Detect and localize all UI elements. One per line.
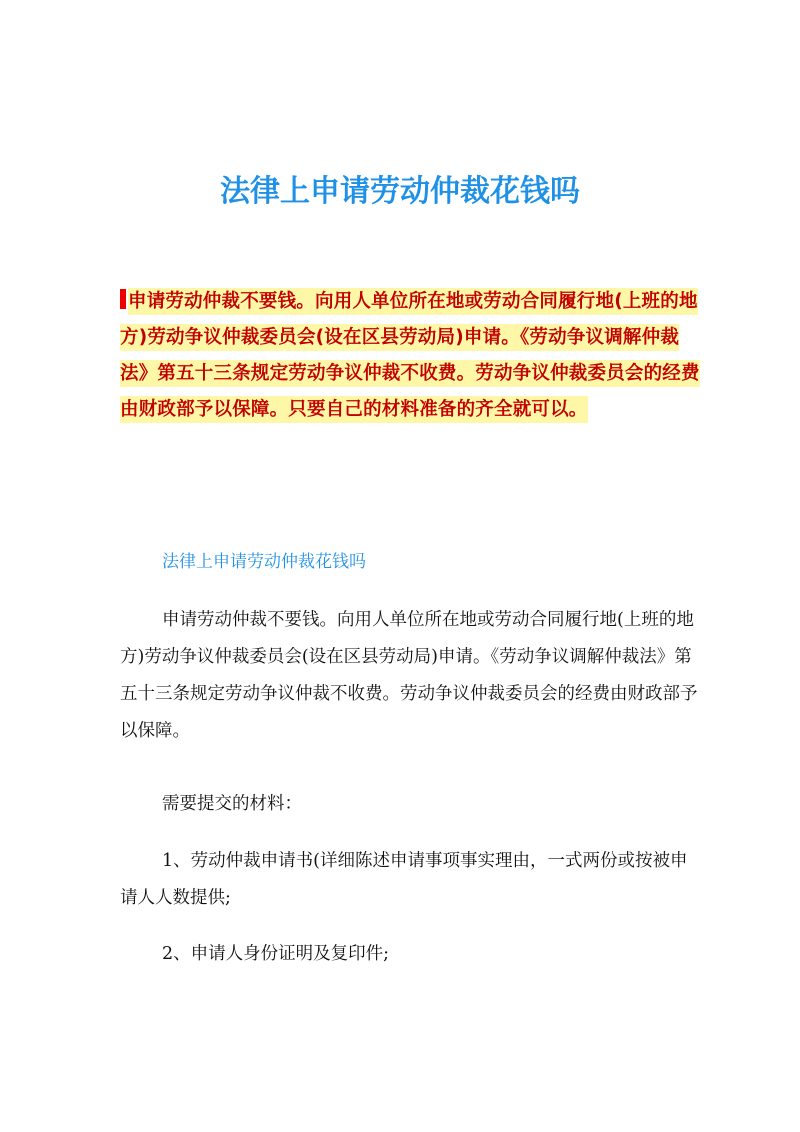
section-heading: 法律上申请劳动仲裁花钱吗 [162, 552, 366, 572]
summary-text: 申请劳动仲裁不要钱。向用人单位所在地或劳动合同履行地(上班的地方)劳动争议仲裁委员会(设在区县劳动局)申请。《劳动争议调解仲裁法》第五十三条规定劳动争议仲裁不收费。劳动争议仲裁委员会的经费由财政部予以保障。只要自己的材料准备的齐全就可以。 [120, 288, 700, 423]
body-paragraph: 申请劳动仲裁不要钱。向用人单位所在地或劳动合同履行地(上班的地方)劳动争议仲裁委员会(设在区县劳动局)申请。《劳动争议调解仲裁法》第五十三条规定劳动争议仲裁不收费。劳动争议仲裁委员会的经费由财政部予以保障。 [120, 610, 698, 741]
summary-block [120, 284, 702, 428]
red-marker-icon [120, 289, 126, 309]
materials-item: 1、劳动仲裁申请书(详细陈述申请事项事实理由，一式两份或按被申请人人数提供; [120, 851, 688, 908]
materials-item: 2、申请人身份证明及复印件; [162, 944, 390, 964]
materials-heading: 需要提交的材料： [162, 794, 302, 814]
document-title: 法律上申请劳动仲裁花钱吗 [220, 174, 580, 209]
